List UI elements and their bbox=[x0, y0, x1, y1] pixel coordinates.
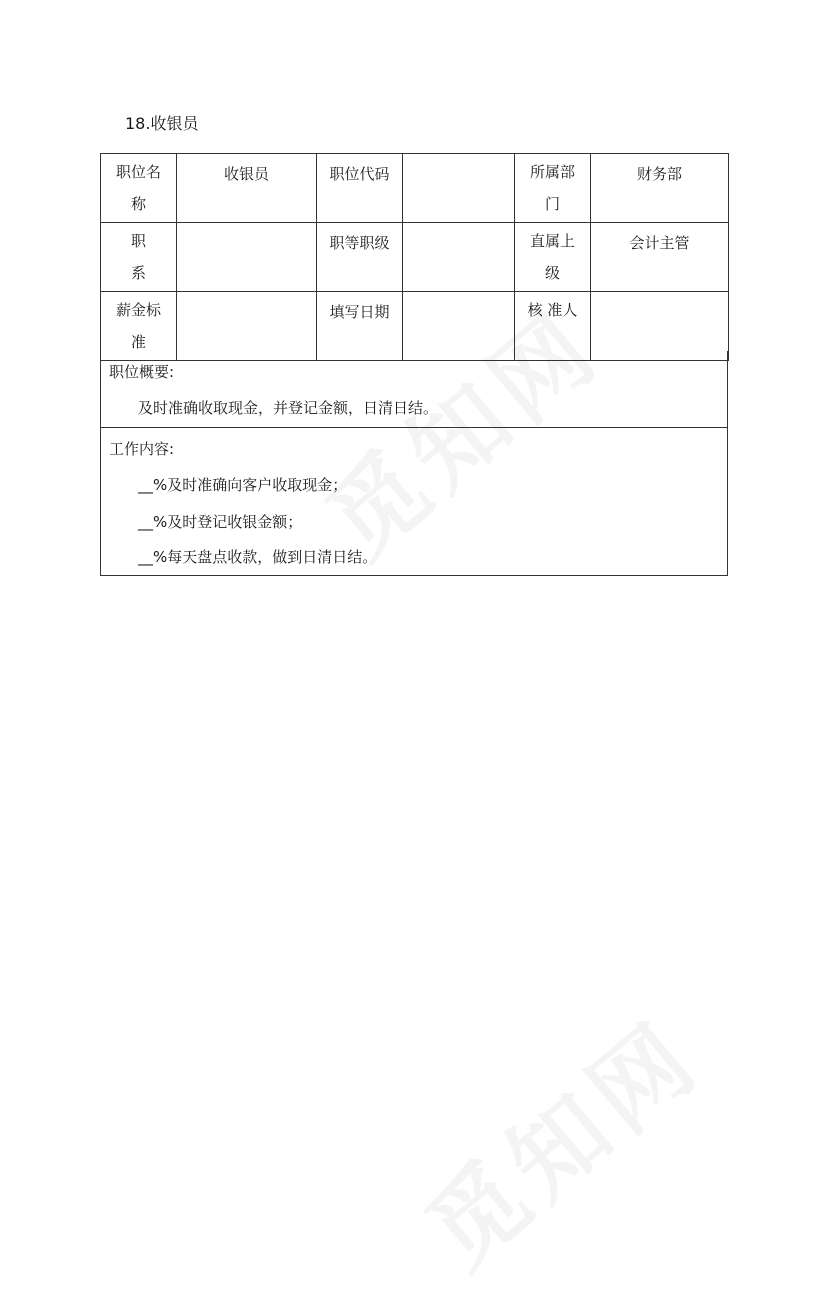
summary-text: 及时准确收取现金，并登记金额，日清日结。 bbox=[138, 399, 439, 417]
table-row bbox=[101, 154, 729, 223]
label-department: 所属部门 bbox=[515, 154, 591, 223]
value-department: 财务部 bbox=[591, 154, 729, 223]
value-supervisor: 会计主管 bbox=[591, 223, 729, 292]
label-position-code: 职位代码 bbox=[317, 154, 403, 223]
work-section bbox=[100, 427, 728, 576]
table-row bbox=[101, 223, 729, 292]
summary-section bbox=[100, 351, 728, 428]
summary-title: 职位概要: bbox=[109, 363, 175, 381]
page-title: 18.收银员 bbox=[125, 114, 199, 133]
list-item: __%及时准确向客户收取现金； bbox=[138, 476, 348, 494]
label-job-family: 职 系 bbox=[101, 223, 177, 292]
label-position-name: 职位名称 bbox=[101, 154, 177, 223]
value-position-code bbox=[403, 154, 515, 223]
list-item: __%及时登记收银金额； bbox=[138, 513, 303, 531]
watermark bbox=[393, 984, 725, 1293]
job-info-table bbox=[100, 153, 729, 361]
label-salary-standard: 薪金标准 bbox=[101, 292, 177, 361]
label-supervisor: 直属上级 bbox=[515, 223, 591, 292]
value-job-family bbox=[177, 223, 317, 292]
value-position-name: 收银员 bbox=[177, 154, 317, 223]
label-approver: 核 准人 bbox=[515, 292, 591, 361]
label-grade: 职等职级 bbox=[317, 223, 403, 292]
work-title: 工作内容: bbox=[109, 440, 175, 458]
list-item: __%每天盘点收款，做到日清日结。 bbox=[138, 548, 378, 566]
label-fill-date: 填写日期 bbox=[317, 292, 403, 361]
value-grade bbox=[403, 223, 515, 292]
